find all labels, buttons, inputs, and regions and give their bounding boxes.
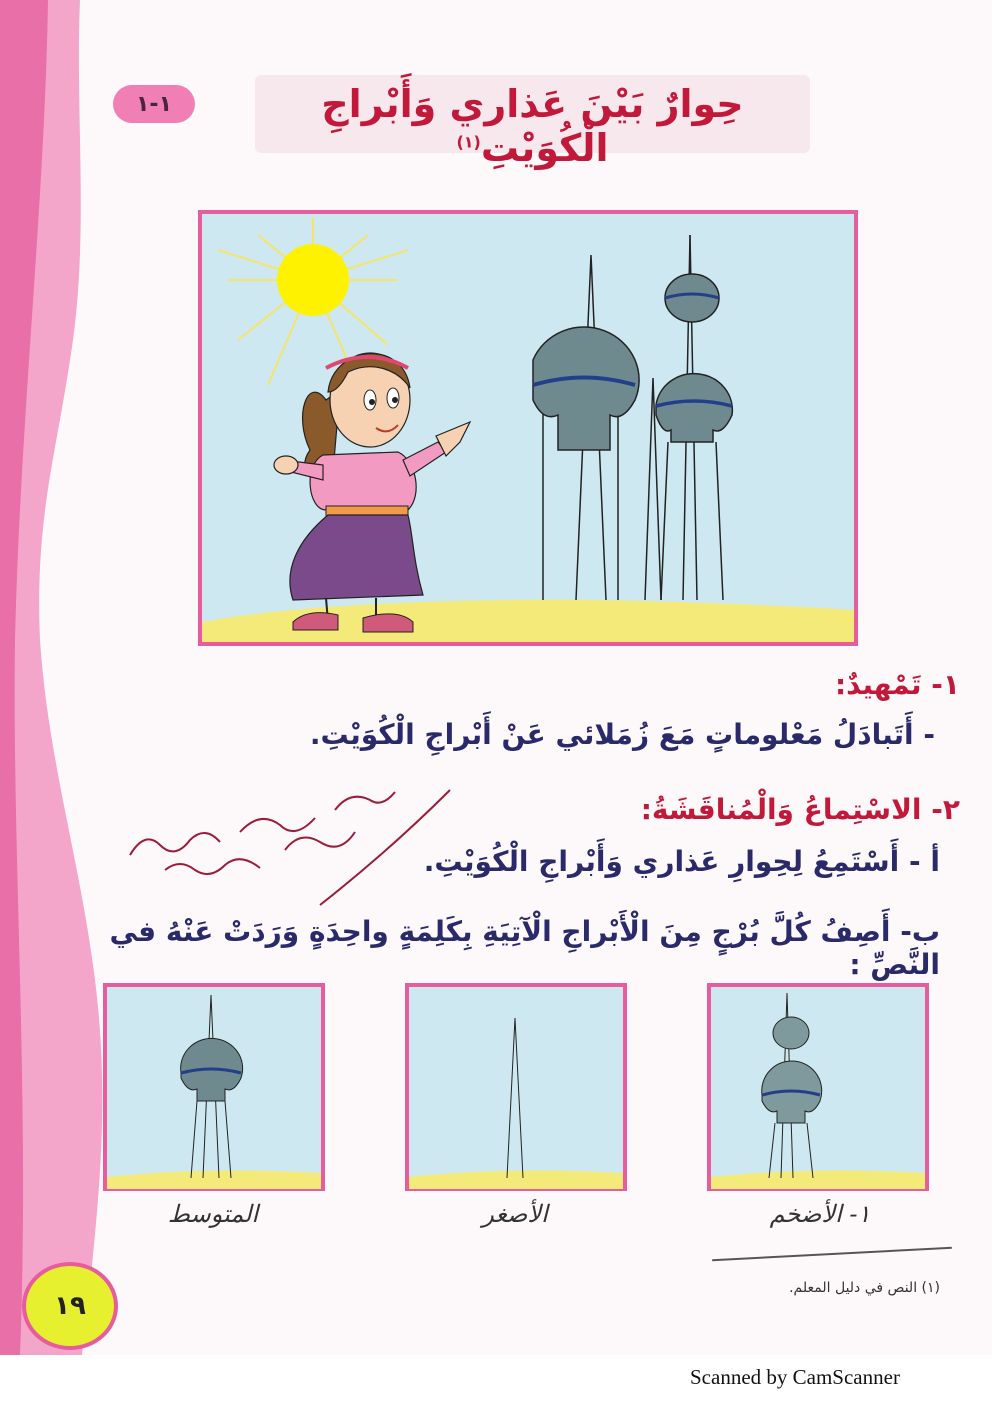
answer-medium: المتوسط [167, 1200, 259, 1228]
page-title [255, 82, 810, 170]
sun [277, 244, 349, 316]
lesson-number-badge [113, 85, 195, 123]
main-illustration-kuwait-towers [198, 210, 858, 646]
handwritten-red-scribble [120, 770, 520, 910]
section-listening-heading: ٢- الاسْتِماعُ وَالْمُناقَشَةُ: [640, 793, 960, 826]
scanner-watermark: Scanned by CamScanner [690, 1365, 900, 1389]
page-number-badge [22, 1262, 118, 1350]
tower-box-smallest [405, 983, 627, 1191]
pink-page-edge [0, 0, 120, 1355]
tower-box-largest [707, 983, 929, 1191]
footnote: (١) النص في دليل المعلم. [789, 1280, 940, 1296]
answer-largest: ١- الأضخم [769, 1200, 871, 1228]
section-listening-a: أ - أَسْتَمِعُ لِحِوارِ عَذاري وَأَبْراجِ الْكُوَيْتِ. [423, 845, 940, 878]
section-listening-b: ب- أَصِفُ كُلَّ بُرْجٍ مِنَ الْأَبْراجِ الْآتِيَةِ بِكَلِمَةٍ واحِدَةٍ وَرَدَتْ عَنْهُ في النَّصِّ : [109, 915, 940, 981]
section-warmup-line: - أَتَبادَلُ مَعْلوماتٍ مَعَ زُمَلائي عَنْ أَبْراجِ الْكُوَيْتِ. [309, 718, 935, 751]
lesson-number-label: ١-١ [135, 91, 172, 117]
answer-smallest: الأصغر [482, 1200, 548, 1228]
section-warmup-heading: ١- تَمْهيدٌ: [834, 668, 960, 701]
tower-box-medium [103, 983, 325, 1191]
page-title-text: حِوارٌ بَيْنَ عَذاري وَأَبْراجِ الْكُوَيْتِ [321, 82, 744, 170]
page-number: ١٩ [54, 1291, 86, 1321]
title-footnote-mark: (١) [456, 132, 481, 152]
